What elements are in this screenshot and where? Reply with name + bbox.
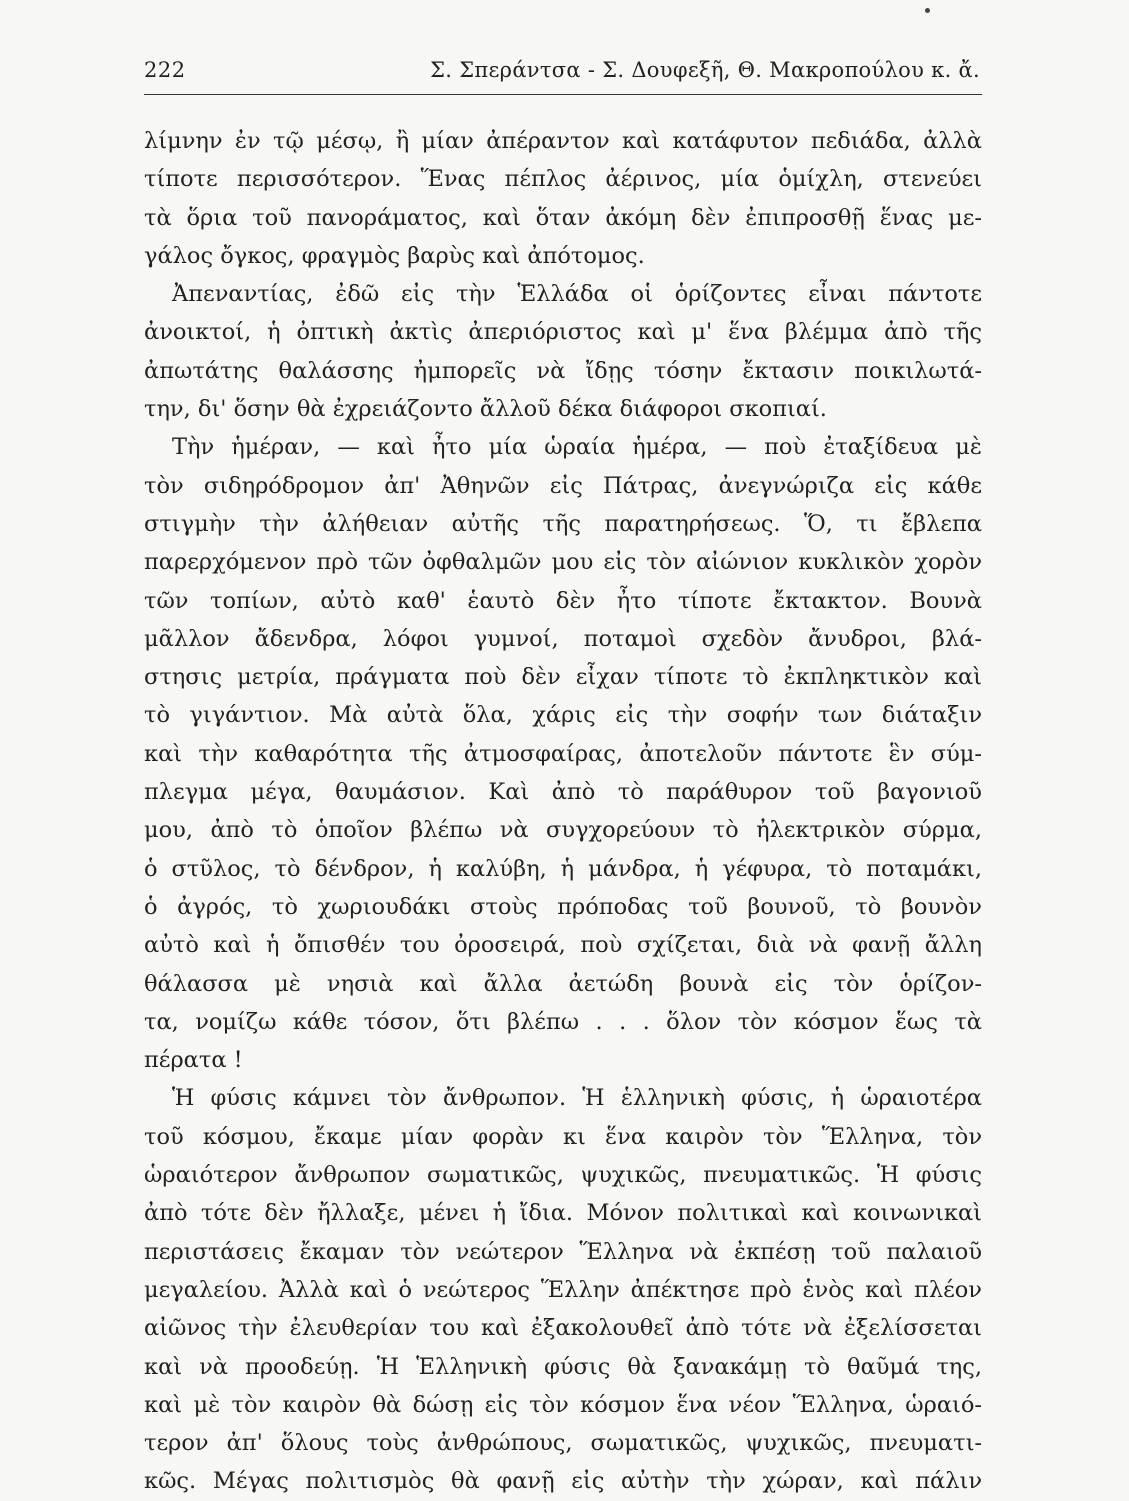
page-header: [144, 58, 982, 95]
text-line: καὶ νὰ προοδεύῃ. Ἡ Ἑλληνικὴ φύσις θὰ ξανακάμῃ τὸ θαῦμά της,: [144, 1353, 982, 1380]
text-line: μου, ἀπὸ τὸ ὁποῖον βλέπω νὰ συγχορεύουν τὸ ἠλεκτρικὸν σύρμα,: [144, 817, 982, 844]
text-line: παρερχόμενον πρὸ τῶν ὀφθαλμῶν μου εἰς τὸν αἰώνιον κυκλικὸν χορὸν: [144, 549, 982, 576]
text-line: ἀπωτάτης θαλάσσης ἠμπορεῖς νὰ ἴδῃς τόσην ἔκτασιν ποικιλωτά-: [144, 357, 982, 384]
text-line: Ἡ φύσις κάμνει τὸν ἄνθρωπον. Ἡ ἑλληνικὴ φύσις, ἡ ὡραιοτέρα: [172, 1085, 982, 1112]
text-line: πέρατα !: [144, 1047, 243, 1074]
text-line: τὸ γιγάντιον. Μὰ αὐτὰ ὅλα, χάρις εἰς τὴν σοφήν των διάταξιν: [144, 702, 982, 729]
running-head: Σ. Σπεράντσα - Σ. Δουφεξῆ, Θ. Μακροπούλου κ. ἄ.: [430, 58, 980, 82]
text-line: στιγμὴν τὴν ἀλήθειαν αὐτῆς τῆς παρατηρήσεως. Ὅ, τι ἔβλεπα: [144, 510, 982, 537]
text-line: τοῦ κόσμου, ἔκαμε μίαν φορὰν κι ἕνα καιρὸν τὸν Ἕλληνα, τὸν: [144, 1123, 982, 1150]
scan-speck: [925, 8, 930, 13]
page-number: 222: [144, 58, 186, 82]
text-line: ἀνοικτοί, ἡ ὀπτικὴ ἀκτὶς ἀπεριόριστος καὶ μ' ἕνα βλέμμα ἀπὸ τῆς: [144, 319, 982, 346]
text-line: αἰῶνος τὴν ἐλευθερίαν του καὶ ἐξακολουθεῖ ἀπὸ τότε νὰ ἐξελίσσεται: [144, 1315, 982, 1342]
text-line: Τὴν ἡμέραν, — καὶ ἦτο μία ὡραία ἡμέρα, — ποὺ ἐταξίδευα μὲ: [172, 434, 982, 461]
text-line: ὡραιότερον ἄνθρωπον σωματικῶς, ψυχικῶς, πνευματικῶς. Ἡ φύσις: [144, 1162, 982, 1189]
text-line: κῶς. Μέγας πολιτισμὸς θὰ φανῇ εἰς αὐτὴν τὴν χώραν, καὶ πάλιν: [144, 1468, 982, 1495]
text-line: περιστάσεις ἔκαμαν τὸν νεώτερον Ἕλληνα νὰ ἐκπέσῃ τοῦ παλαιοῦ: [144, 1238, 982, 1265]
text-line: Ἀπεναντίας, ἐδῶ εἰς τὴν Ἑλλάδα οἱ ὁρίζοντες εἶναι πάντοτε: [172, 281, 982, 308]
text-line: ὁ ἀγρός, τὸ χωριουδάκι στοὺς πρόποδας τοῦ βουνοῦ, τὸ βουνὸν: [144, 893, 982, 920]
text-line: θάλασσα μὲ νησιὰ καὶ ἄλλα ἀετώδη βουνὰ εἰς τὸν ὁρίζον-: [144, 970, 982, 997]
text-line: καὶ μὲ τὸν καιρὸν θὰ δώσῃ εἰς τὸν κόσμον ἕνα νέον Ἕλληνα, ὡραιό-: [144, 1391, 982, 1418]
text-line: λίμνην ἐν τῷ μέσῳ, ἢ μίαν ἀπέραντον καὶ κατάφυτον πεδιάδα, ἀλλὰ: [144, 128, 982, 154]
text-line: τα, νομίζω κάθε τόσον, ὅτι βλέπω . . . ὅλον τὸν κόσμον ἕως τὰ: [144, 1008, 982, 1035]
text-line: πλεγμα μέγα, θαυμάσιον. Καὶ ἀπὸ τὸ παράθυρον τοῦ βαγονιοῦ: [144, 779, 982, 806]
text-line: ὁ στῦλος, τὸ δένδρον, ἡ καλύβη, ἡ μάνδρα, ἡ γέφυρα, τὸ ποταμάκι,: [144, 855, 982, 882]
text-line: τίποτε περισσότερον. Ἕνας πέπλος ἀέρινος, μία ὁμίχλη, στενεύει: [144, 166, 982, 193]
text-line: γάλος ὄγκος, φραγμὸς βαρὺς καὶ ἀπότομος.: [144, 242, 645, 269]
text-line: ἀπὸ τότε δὲν ἤλλαξε, μένει ἡ ἴδια. Μόνον πολιτικαὶ καὶ κοινωνικαὶ: [144, 1200, 982, 1227]
text-line: τὰ ὅρια τοῦ πανοράματος, καὶ ὅταν ἀκόμη δὲν ἐπιπροσθῇ ἕνας με-: [144, 204, 982, 231]
text-line: τῶν τοπίων, αὐτὸ καθ' ἑαυτὸ δὲν ἦτο τίποτε ἔκτακτον. Βουνὰ: [144, 587, 982, 614]
text-line: στησις μετρία, πράγματα ποὺ δὲν εἶχαν τίποτε τὸ ἐκπληκτικὸν καὶ: [144, 664, 982, 691]
text-line: καὶ τὴν καθαρότητα τῆς ἀτμοσφαίρας, ἀποτελοῦν πάντοτε ἓν σύμ-: [144, 740, 982, 767]
text-line: τὸν σιδηρόδρομον ἀπ' Ἀθηνῶν εἰς Πάτρας, ἀνεγνώριζα εἰς κάθε: [144, 472, 982, 499]
text-line: μᾶλλον ἄδενδρα, λόφοι γυμνοί, ποταμοὶ σχεδὸν ἄνυδροι, βλά-: [144, 625, 982, 652]
body-text: [144, 122, 982, 1501]
text-line: αὐτὸ καὶ ἡ ὄπισθέν του ὀροσειρά, ποὺ σχίζεται, διὰ νὰ φανῇ ἄλλη: [144, 932, 982, 959]
text-line: μεγαλείου. Ἀλλὰ καὶ ὁ νεώτερος Ἕλλην ἀπέκτησε πρὸ ἑνὸς καὶ πλέον: [144, 1276, 982, 1303]
text-line: τερον ἀπ' ὅλους τοὺς ἀνθρώπους, σωματικῶς, ψυχικῶς, πνευματι-: [144, 1430, 982, 1457]
text-line: την, δι' ὅσην θὰ ἐχρειάζοντο ἄλλοῦ δέκα διάφοροι σκοπιαί.: [144, 396, 827, 423]
